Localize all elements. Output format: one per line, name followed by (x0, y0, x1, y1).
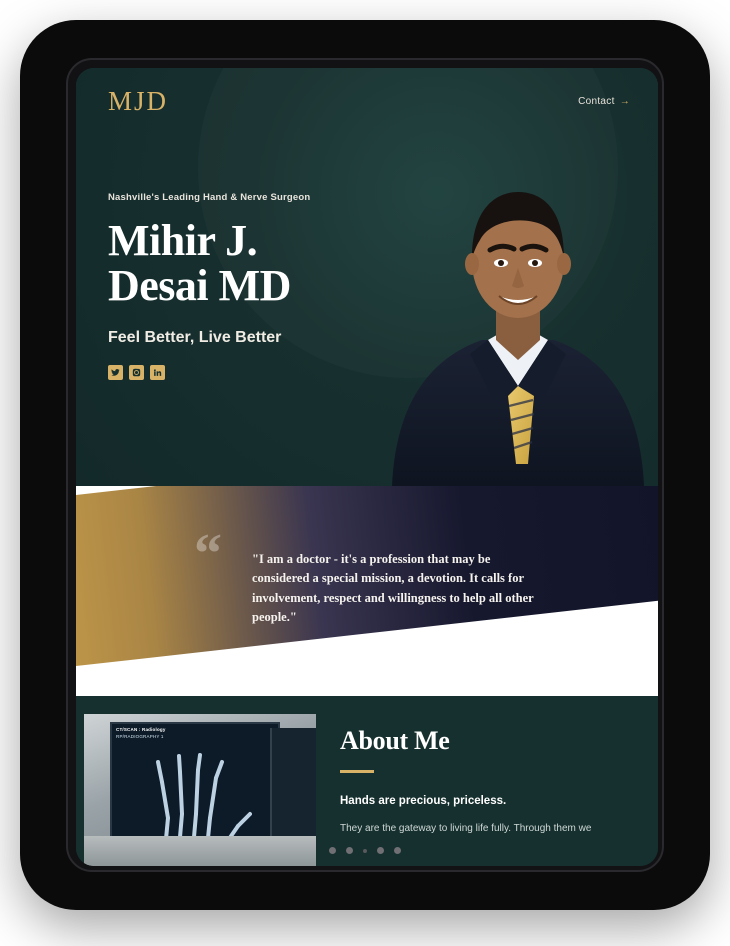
hero-text-block (108, 192, 428, 380)
about-text-block (340, 726, 640, 837)
xray-caption-line-2: RP/RADIOGRAPHY 1 (116, 733, 164, 739)
quote-section (76, 486, 658, 696)
about-section (76, 696, 658, 866)
dot-1 (329, 847, 336, 854)
site-navbar (108, 86, 630, 117)
website-viewport (76, 68, 658, 866)
quote-text: "I am a doctor - it's a profession that may be considered a special mission, a devotion. It calls for involvement, respect and willingness to help all other people." (252, 552, 534, 625)
about-divider (340, 770, 374, 773)
secondary-monitor (270, 728, 316, 848)
about-title: About Me (340, 726, 450, 755)
xray-caption-line-1: CT/SCAN : Radiology (116, 727, 166, 732)
about-lead-text: Hands are precious, priceless. (340, 795, 507, 807)
hero-eyebrow: Nashville's Leading Hand & Nerve Surgeon (108, 192, 311, 203)
social-links (108, 365, 428, 380)
xray-caption (112, 724, 278, 744)
instagram-icon[interactable] (129, 365, 144, 380)
dot-4 (377, 847, 384, 854)
hero-subtitle: Feel Better, Live Better (108, 328, 282, 346)
about-image (84, 714, 316, 866)
about-body-text: They are the gateway to living life fully. Through them we (340, 823, 592, 834)
hero-title (108, 216, 428, 310)
dot-2 (346, 847, 353, 854)
quote-mark-icon: “ (194, 523, 222, 585)
hero-title-line-1: Mihir J. (108, 216, 258, 265)
arrow-right-icon: → (619, 96, 630, 107)
tablet-device-frame (20, 20, 710, 910)
dot-5 (394, 847, 401, 854)
hero-section (76, 68, 658, 486)
nav-contact-label: Contact (578, 96, 615, 107)
hero-title-line-2: Desai MD (108, 260, 291, 310)
linkedin-icon[interactable] (150, 365, 165, 380)
nav-contact-link[interactable] (578, 96, 630, 107)
dot-3 (363, 849, 367, 853)
twitter-icon[interactable] (108, 365, 123, 380)
home-indicator-dots (68, 847, 662, 854)
tablet-screen (76, 68, 658, 866)
site-logo[interactable]: MJD (108, 86, 169, 116)
tablet-bezel (66, 58, 664, 872)
